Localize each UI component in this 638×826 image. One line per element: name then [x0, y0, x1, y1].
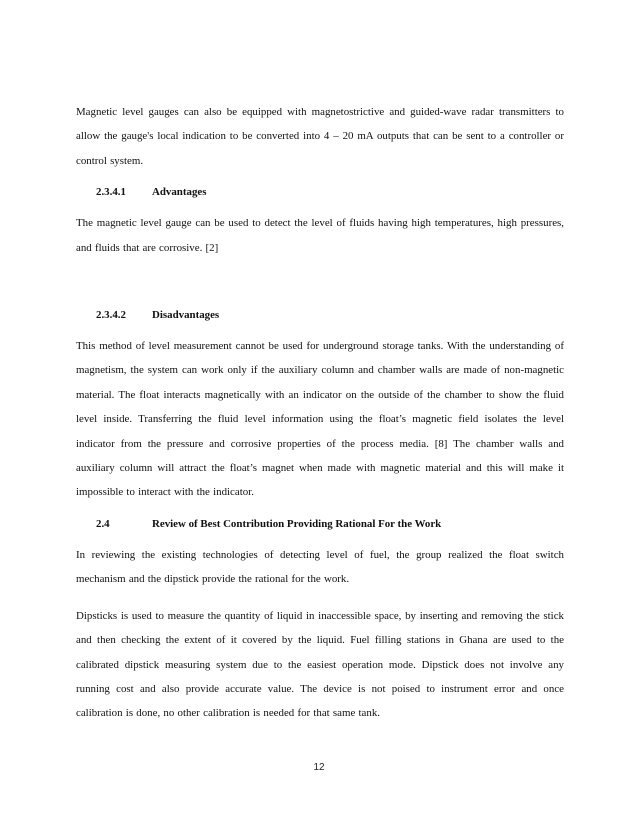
section-heading-advantages: [76, 182, 564, 202]
paragraph-review: In reviewing the existing technologies of detecting level of fuel, the group realized the float switch mechanism and the dipstick provide the rational for the work.: [76, 548, 564, 586]
paragraph-advantages: The magnetic level gauge can be used to detect the level of fluids having high temperatures, high pressures, and fluids that are corrosive. [2]: [76, 217, 564, 254]
section-title: Advantages: [152, 186, 207, 199]
section-number: 2.3.4.2: [96, 309, 126, 322]
page-number: 12: [313, 762, 325, 773]
section-number: 2.3.4.1: [96, 186, 126, 199]
section-number: 2.4: [96, 517, 110, 530]
section-title: Review of Best Contribution Providing Rational For the Work: [152, 517, 442, 530]
paragraph-magnetostrictive: Magnetic level gauges can also be equipped with magnetostrictive and guided-wave radar transmitters to allow the gauge's local indication to be converted into 4 – 20 mA outputs that can be sent to a controller or control system.: [76, 106, 564, 167]
document-body: [76, 100, 564, 726]
section-heading-disadvantages: [76, 305, 564, 325]
section-title: Disadvantages: [152, 309, 220, 322]
paragraph-dipsticks: Dipsticks is used to measure the quantity of liquid in inaccessible space, by inserting and removing the stick and then checking the extent of it covered by the liquid. Fuel filling stations in Ghana are used to the calibrated dipstick measuring system due to the easiest operation mode. Dipstick does not involve any running cost and also provide accurate value. The device is not poised to instrument error and once calibration is done, no other calibration is needed for that same tank.: [76, 609, 564, 720]
paragraph-disadvantages: This method of level measurement cannot be used for underground storage tanks. With the understanding of magnetism, the system can work only if the auxiliary column and chamber walls are made of non-magnetic material. The float interacts magnetically with an indicator on the outside of the chamber to show the fluid level inside. Transferring the fluid level information using the float’s magnetic field isolates the level indicator from the pressure and corrosive properties of the process media. [8] The chamber walls and auxiliary column will attract the float’s magnet when made with magnetic material and this will make it impossible to interact with the indicator.: [76, 340, 564, 499]
section-heading-review: [76, 514, 564, 534]
